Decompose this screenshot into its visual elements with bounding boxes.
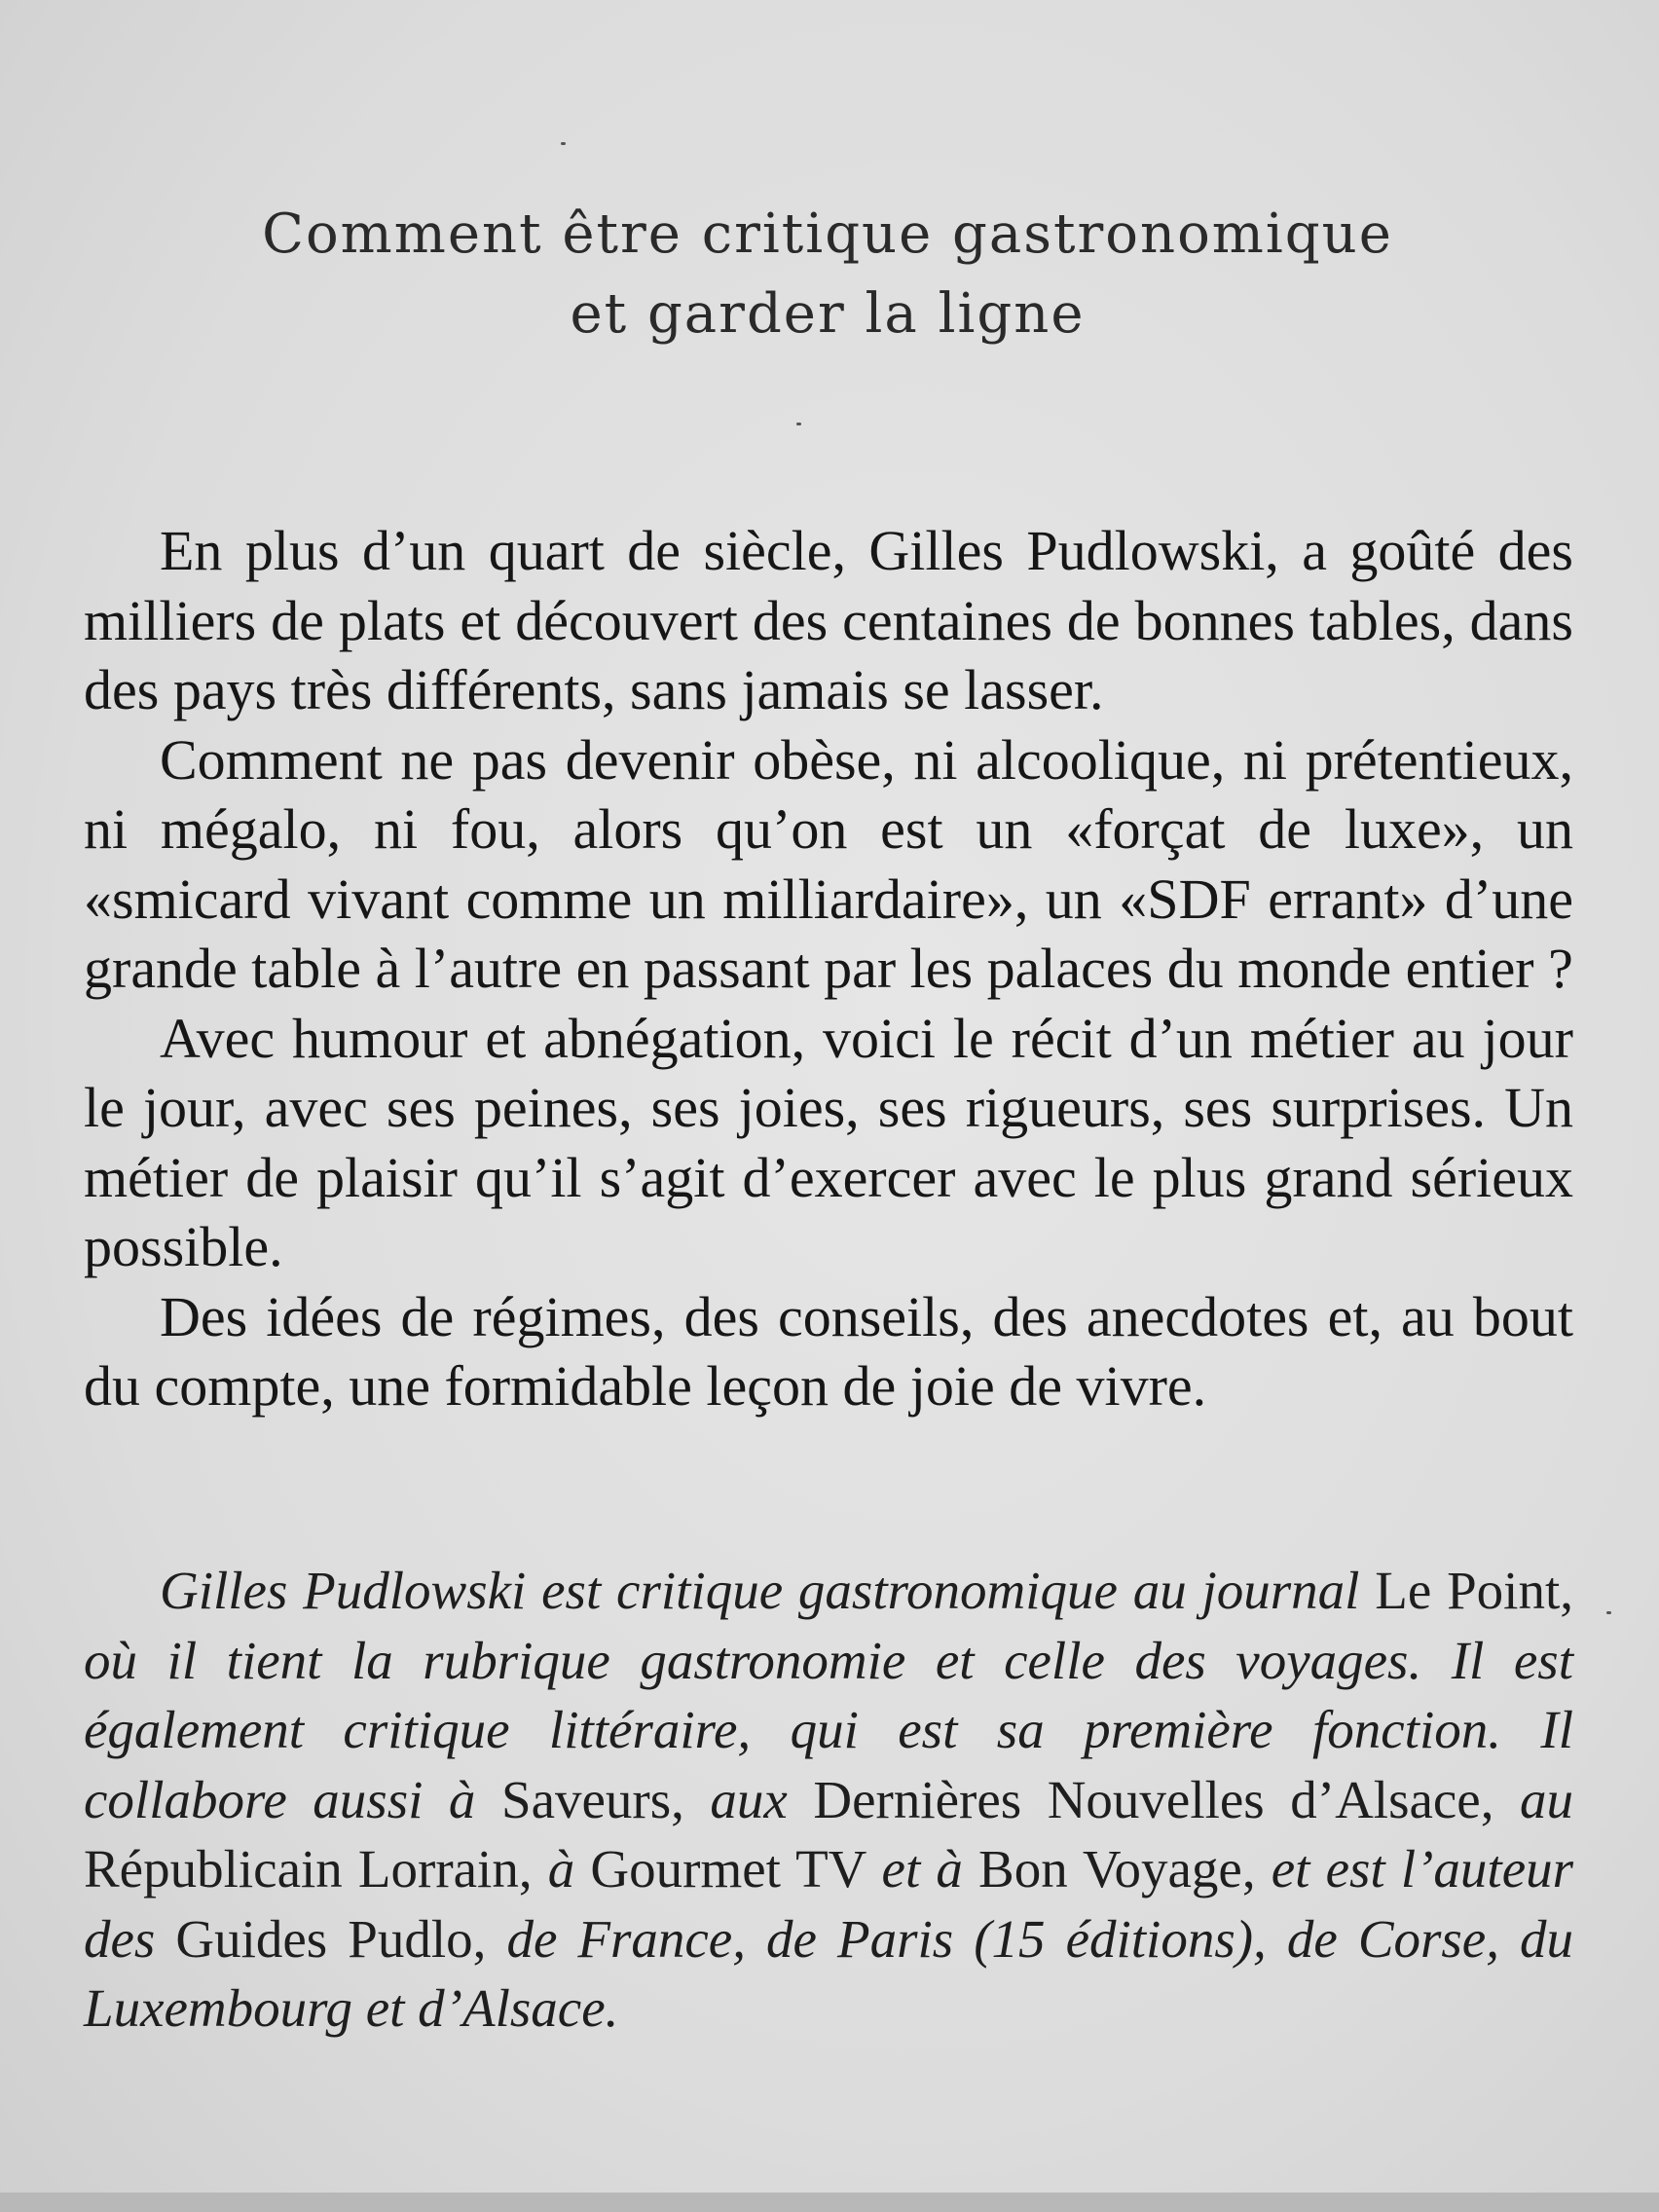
- bio-publication: Le Point,: [1375, 1561, 1573, 1620]
- paper-speck: [561, 142, 566, 145]
- bio-publication: Bon Voyage,: [978, 1839, 1256, 1899]
- bio-text: et est l’auteur des: [84, 1839, 1574, 1969]
- bio-text: Gilles Pudlowski est critique gastronomique au journal: [160, 1561, 1360, 1620]
- bio-publication: Saveurs,: [500, 1769, 684, 1829]
- author-bio: [84, 1556, 1573, 2044]
- blurb-paragraph: Avec humour et abnégation, voici le récit d’un métier au jour le jour, avec ses peines, ses joies, ses rigueurs, ses surprises. Un métier de plaisir qu’il s’agit d’exercer avec le plus grand sérieux possible.: [84, 1006, 1573, 1278]
- blurb-paragraph: Comment ne pas devenir obèse, ni alcoolique, ni prétentieux, ni mégalo, ni fou, alors qu’on est un «forçat de luxe», un «smicard vivant comme un milliardaire», un «SDF errant» d’une grande table à l’autre en passant par les palaces du monde entier ?: [84, 727, 1573, 1000]
- bio-text: aux: [710, 1769, 788, 1829]
- bio-publication: Guides Pudlo,: [175, 1908, 487, 1969]
- bottom-edge: [0, 2193, 1659, 2212]
- bio-text: de France, de Paris (15 éditions), de Corse, du Luxembourg et d’Alsace.: [84, 1908, 1574, 2038]
- bio-publication: Gourmet TV: [590, 1839, 866, 1899]
- bio-text: et à: [881, 1839, 963, 1899]
- title-line-2: et garder la ligne: [570, 282, 1086, 346]
- title-line-1: Comment être critique gastronomique: [262, 203, 1393, 266]
- bio-text: où il tient la rubrique gastronomie et celle des voyages. Il est également critique littéraire, qui est sa première fonction. Il collabore aussi à: [84, 1630, 1573, 1829]
- bio-publication: Dernières Nouvelles d’Alsace,: [813, 1769, 1494, 1829]
- bio-publication: Républicain Lorrain,: [84, 1839, 533, 1899]
- paper-speck: [1606, 1611, 1611, 1614]
- paper-speck: [796, 423, 801, 425]
- blurb-text: [84, 516, 1573, 1421]
- blurb-paragraph: Des idées de régimes, des conseils, des anecdotes et, au bout du compte, une formidable leçon de joie de vivre.: [84, 1284, 1573, 1418]
- bio-text: au: [1520, 1769, 1574, 1829]
- book-title: [146, 195, 1509, 354]
- blurb-paragraph: En plus d’un quart de siècle, Gilles Pudlowski, a goûté des milliers de plats et découvert des centaines de bonnes tables, dans des pays très différents, sans jamais se lasser.: [84, 519, 1573, 721]
- bio-text: à: [547, 1839, 575, 1899]
